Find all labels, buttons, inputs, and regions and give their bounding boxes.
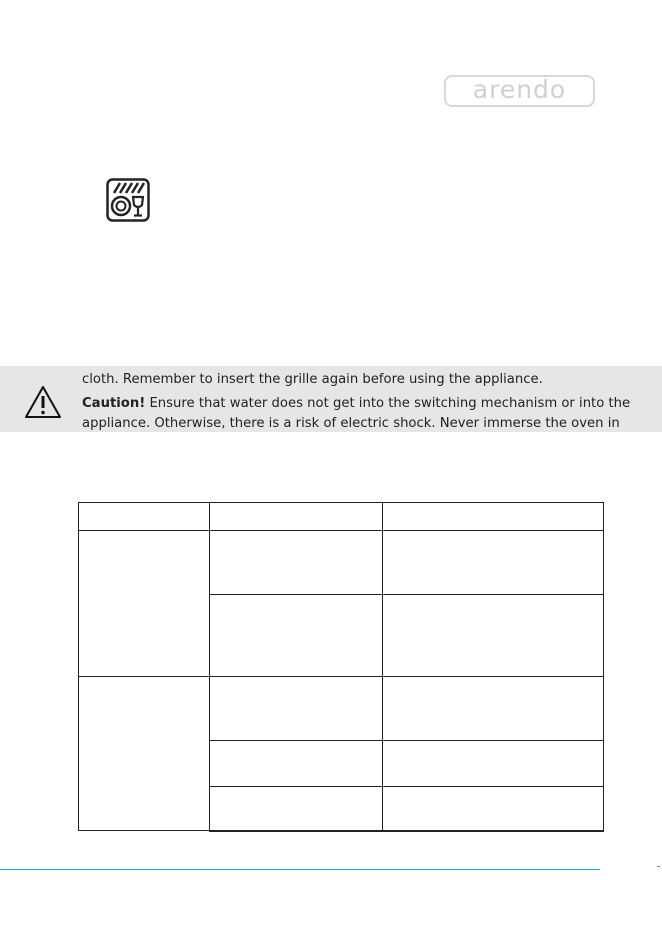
table-row — [79, 531, 604, 595]
solution-cell — [383, 787, 604, 831]
table-header-cell — [383, 503, 604, 531]
problem-cell — [79, 531, 210, 677]
solution-cell — [383, 595, 604, 677]
problem-cell — [79, 677, 210, 831]
dishwasher-safe-icon — [106, 178, 150, 222]
warning-text-line-1: cloth. Remember to insert the grille again before using the appliance. — [82, 372, 543, 387]
warning-text-line-2 — [82, 396, 642, 412]
solution-cell — [383, 741, 604, 787]
cause-cell — [210, 531, 383, 595]
cause-cell — [210, 741, 383, 787]
warning-text-line-3: appliance. Otherwise, there is a risk of electric shock. Never immerse the oven in — [82, 416, 620, 431]
caution-label: Caution! — [82, 396, 146, 411]
cause-cell — [210, 595, 383, 677]
table-header-cell — [79, 503, 210, 531]
caution-text: Ensure that water does not get into the switching mechanism or into the — [145, 396, 631, 411]
warning-triangle-icon — [24, 385, 62, 419]
table-header-row — [79, 503, 604, 531]
page-edge-mark — [657, 866, 660, 867]
solution-cell — [383, 677, 604, 741]
table-header-cell — [210, 503, 383, 531]
footer-divider — [0, 869, 600, 870]
solution-cell — [383, 531, 604, 595]
cause-cell — [210, 677, 383, 741]
cause-cell — [210, 787, 383, 831]
table-row — [79, 677, 604, 741]
brand-logo: arendo — [444, 75, 595, 107]
troubleshooting-table — [78, 502, 604, 832]
